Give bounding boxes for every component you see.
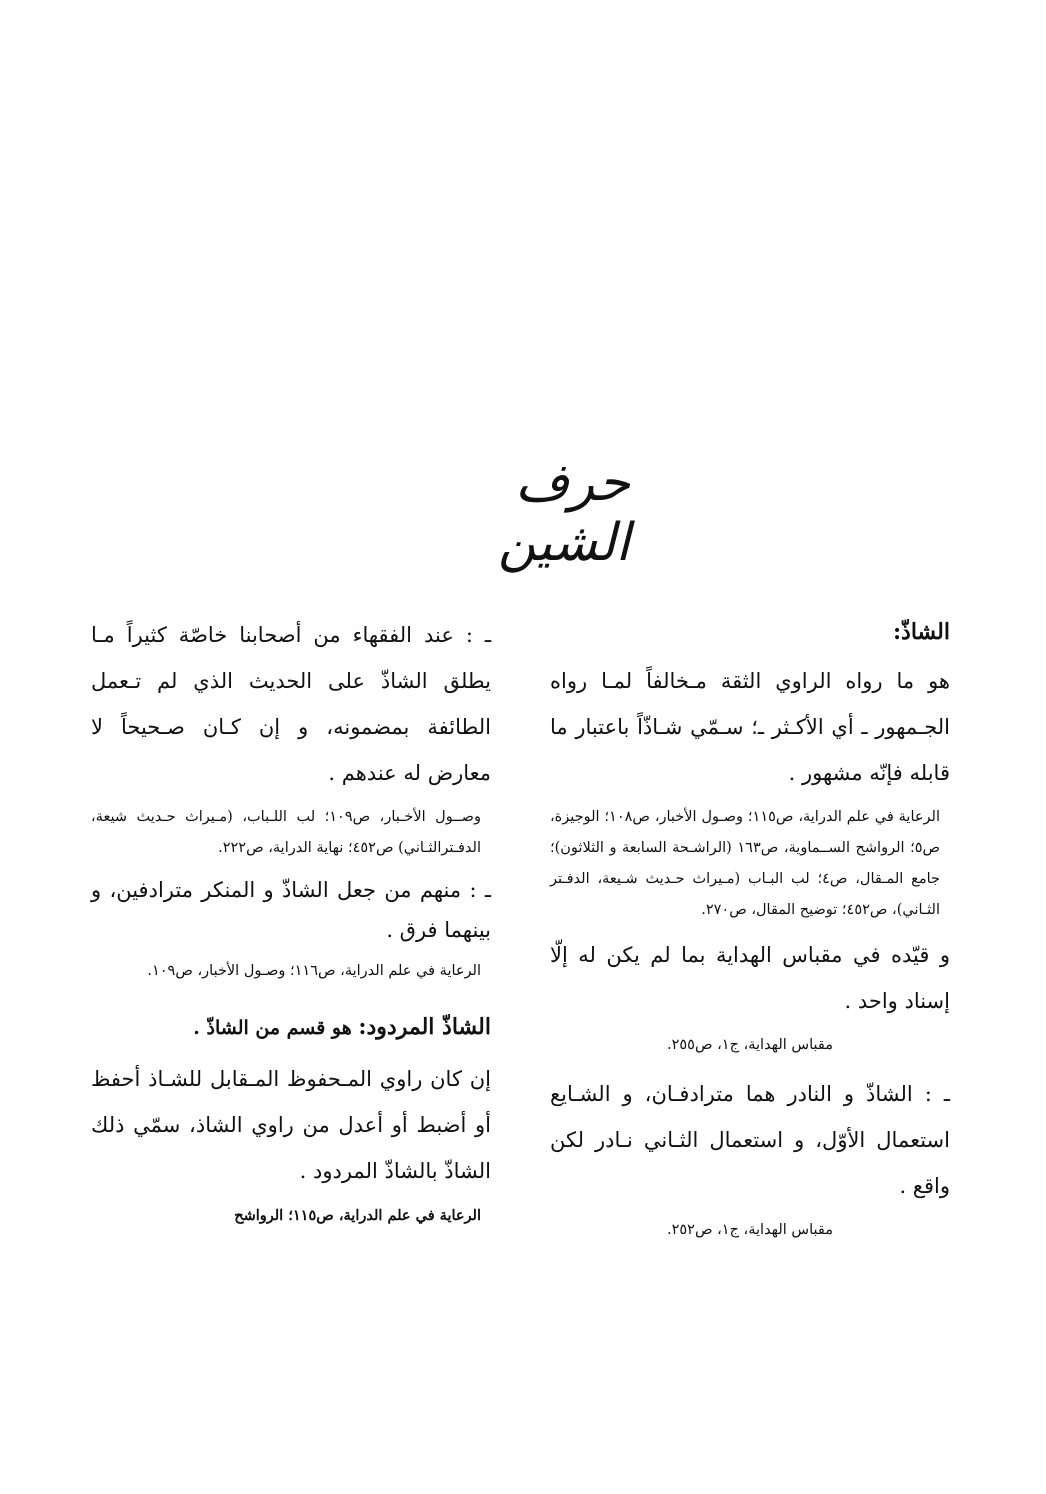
jurists-note: ـ : عند الفقهاء من أصحابنا خاصّة كثيراً مـا يطلق الشاذّ على الحديث الذي لم تـعمل الطائفة بمضمونه، و إن كـان صـحيحاً لا معارض له عندهم . [91, 623, 491, 785]
references-6: الرعاية في علم الدراية، ص١١٥؛ الرواشح [234, 1207, 481, 1224]
references-2: مقباس الهداية، ج١، ص٢٥٥. [666, 1037, 834, 1053]
right-column [550, 612, 950, 1252]
subtitle-rest: هو قسم من الشاذّ . [193, 1017, 359, 1039]
references-1: الرعاية في علم الدراية، ص١١٥؛ وصـول الأخبار، ص١٠٨؛ الوجيزة، ص٥؛ الرواشح الســماوية، ص١٦٣ (الراشـحة السابعة و الثلاثون)؛ جامع المـقال، ص٤؛ لب البـاب (مـيراث حـديث شـيعة، الدفـتر الثـاني)، ص٤٥٢؛ توضيح المقال، ص٢٧٠. [550, 809, 941, 918]
entry-title-shadh: الشاذّ: [892, 619, 950, 645]
left-column [91, 612, 491, 1237]
references-3: مقباس الهداية، ج١، ص٢٥٢. [666, 1222, 834, 1238]
synonym-note: ـ : الشاذّ و النادر هما مترادفـان، و الشـايع استعمال الأوّل، و استعمال الثـاني نـادر لكن واقع . [550, 1082, 950, 1198]
chapter-heading [420, 453, 630, 573]
references-4: وصــول الأخـبار، ص١٠٩؛ لب اللـباب، (مـيراث حـديث شيعة، الدفـترالثـاني) ص٤٥٢؛ نهاية الدراية، ص٢٢٢. [91, 809, 481, 856]
subtitle-line [91, 1007, 491, 1048]
references-5: الرعاية في علم الدراية، ص١١٦؛ وصـول الأخبار، ص١٠٩. [147, 963, 481, 979]
mardud-definition: إن كان راوي المـحفوظ المـقابل للشـاذ أحفظ أو أضبط أو أعدل من راوي الشاذ، سمّي ذلك الشاذّ بالشاذّ المردود . [91, 1067, 491, 1183]
qualification-text: و قيّده في مقباس الهداية بما لم يكن له إلّا إسناد واحد . [550, 943, 950, 1013]
definition-text: هو ما رواه الراوي الثقة مـخالفاً لمـا رواه الجـمهور ـ أي الأكـثر ـ؛ سـمّي شـاذّاً باعتبار ما قابله فإنّه مشهور . [550, 669, 950, 785]
subtitle-mardud: الشاذّ المردود: [358, 1014, 491, 1040]
chapter-heading-text: حرف الشين [498, 453, 630, 573]
munkar-note: ـ : منهم من جعل الشاذّ و المنكر مترادفين، و بينهما فرق . [91, 878, 491, 942]
